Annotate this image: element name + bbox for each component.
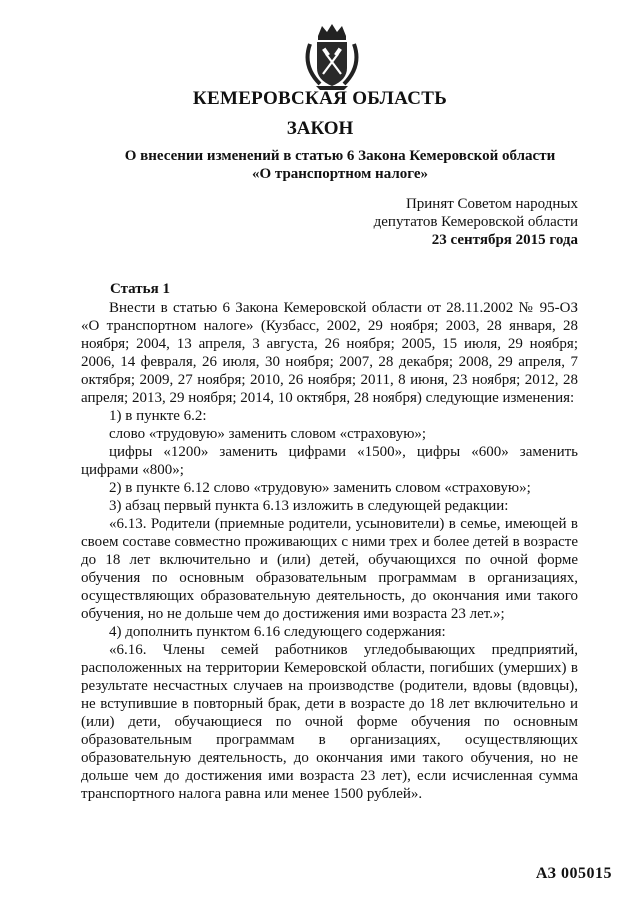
paragraph-amend-intro: Внести в статью 6 Закона Кемеровской области от 28.11.2002 № 95-ОЗ «О транспортном налоге» (Кузбасс, 2002, 29 ноября; 2003, 28 января, 28 ноября; 2004, 13 апреля, 3 августа, 26 ноября; 2005, 15 июля, 29 ноября; 2006, 14 февраля, 26 июля, 30 ноября; 2007, 28 декабря; 2008, 29 апреля, 7 октября; 2009, 27 ноября; 2010, 26 ноября; 2011, 8 июня, 23 ноября; 2012, 28 апреля; 2013, 29 ноября; 2014, 10 октября, 28 ноября) следующие изменения: [81,300,578,406]
law-title-line-2: «О транспортном налоге» [251,166,429,182]
adoption-block [374,195,578,249]
paragraph-item-1-word: слово «трудовую» заменить словом «страховую»; [109,426,427,442]
serial-number: АЗ 005015 [535,865,612,882]
adopted-by-line-1: Принят Советом народных [405,196,578,212]
paragraph-item-4: 4) дополнить пунктом 6.16 следующего содержания: [109,624,446,640]
law-title-line-1: О внесении изменений в статью 6 Закона Кемеровской области [124,148,556,164]
adoption-date: 23 сентября 2015 года [431,232,578,248]
paragraph-item-3: 3) абзац первый пункта 6.13 изложить в следующей редакции: [109,498,509,514]
adopted-by-line-2: депутатов Кемеровской области [373,214,578,230]
article-body [81,299,578,803]
document-type: ЗАКОН [286,118,354,139]
paragraph-item-1-numbers: цифры «1200» заменить цифрами «1500», цифры «600» заменить цифрами «800»; [81,444,578,478]
paragraph-6-16-text: «6.16. Члены семей работников угледобывающих предприятий, расположенных на территории Кемеровской области, погибших (умерших) в результате несчастных случаев на производстве (родители, вдовы (вдовцы), не вступившие в повторный брак, дети в возрасте до 18 лет включительно и (или) дети, обучающиеся по очной форме обучения по основным образовательным программам в организациях, осуществляющих образовательную деятельность, до окончания ими такого обучения, но не дольше чем до достижения ими возраста 23 лет), если исчисленная сумма транспортного налога равна или менее 1500 рублей». [81,642,578,802]
paragraph-6-13-text: «6.13. Родители (приемные родители, усыновители) в семье, имеющей в своем составе совместно проживающих с ними трех и более детей в возрасте до 18 лет включительно и (или) детей, обучающихся по очной форме обучения по основным образовательным программам в организациях, осуществляющих образовательную деятельность, до окончания ими такого обучения, но не дольше чем до достижения ими возраста 23 лет.»; [81,516,578,622]
paragraph-item-1: 1) в пункте 6.2: [109,408,207,424]
article-heading: Статья 1 [110,281,170,297]
paragraph-item-2: 2) в пункте 6.12 слово «трудовую» заменить словом «страховую»; [109,480,531,496]
law-title [110,147,570,183]
region-name: КЕМЕРОВСКАЯ ОБЛАСТЬ [192,88,448,109]
coat-of-arms-icon [300,22,364,90]
